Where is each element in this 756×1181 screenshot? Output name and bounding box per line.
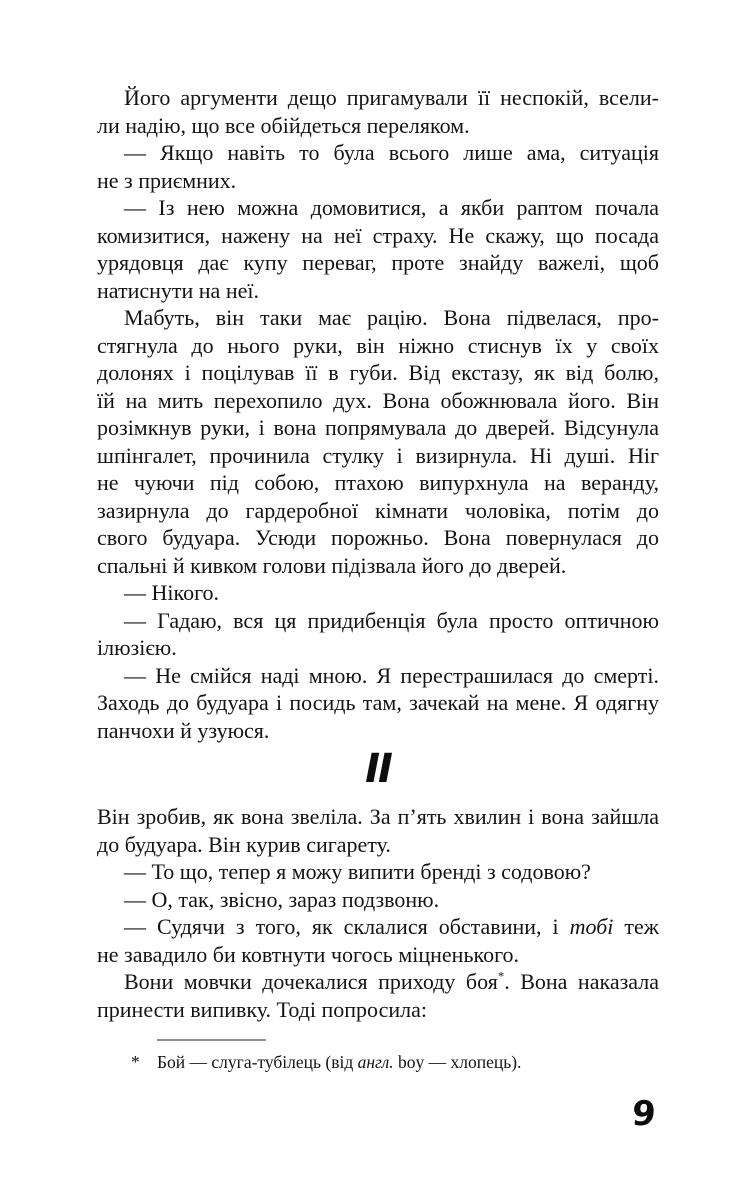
paragraph — [97, 84, 659, 139]
paragraphs-container — [97, 84, 659, 1023]
text-segment: Бой — слуга-тубілець (від — [157, 1052, 358, 1072]
text-line — [97, 662, 659, 690]
text-segment: спальні й кивком голови підізвала його до дверей. — [97, 552, 567, 578]
text-segment: — Із нею можна домовитися, а якби раптом почала — [124, 195, 659, 220]
text-line — [97, 886, 659, 914]
text-line — [97, 689, 659, 717]
paragraph — [97, 607, 659, 662]
text-segment: не чуючи під собою, птахою випурхнула на веранду, — [97, 470, 659, 495]
footnote — [97, 1050, 659, 1074]
text-segment: зазирнула до гардеробної кімнати чоловіка, потім до — [97, 497, 659, 523]
text-line — [97, 332, 659, 360]
text-segment: Мабуть, він таки має рацію. Вона підвелася, про- — [124, 305, 659, 330]
paragraph — [97, 913, 659, 968]
text-line — [97, 249, 659, 277]
text-segment: стягнула до нього руки, він ніжно стиснув їх у своїх — [97, 332, 659, 358]
text-line — [97, 524, 659, 552]
paragraph — [97, 139, 659, 194]
text-segment: їй на мить перехопило дух. Вона обожнювала його. Він — [97, 387, 659, 413]
text-segment: урядовця дає купу переваг, проте знайду важелі, щоб — [97, 250, 659, 275]
text-segment: натиснути на неї. — [97, 277, 259, 303]
text-line — [97, 552, 659, 580]
text-segment: Його аргументи дещо пригамували її неспокій, всели- — [124, 85, 659, 110]
text-line — [97, 968, 659, 996]
text-segment: ли надію, що все обійдеться переляком. — [97, 112, 470, 138]
italic-text: тобі — [569, 914, 614, 939]
text-line — [97, 304, 659, 332]
paragraph — [97, 858, 659, 886]
footnote-separator — [157, 1039, 266, 1041]
text-line — [97, 222, 659, 250]
paragraph — [97, 194, 659, 304]
text-line — [97, 414, 659, 442]
text-segment: теж — [613, 914, 659, 939]
text-segment: комизитися, нажену на неї страху. Не скажу, що посада — [97, 222, 659, 248]
text-line — [97, 194, 659, 222]
text-segment: до будуара. Він курив сигарету. — [97, 831, 391, 857]
section-heading: II — [365, 746, 391, 792]
text-line — [97, 387, 659, 415]
text-line — [97, 497, 659, 525]
text-segment: панчохи й узуюся. — [97, 717, 270, 743]
page-number: 9 — [630, 1094, 658, 1134]
text-line — [97, 913, 659, 941]
text-segment: розімкнув руки, і вона попрямувала до дверей. Відсунула — [97, 415, 659, 440]
text-segment: долонях і поцілував її в губи. Від екстазу, як від болю, — [97, 360, 659, 385]
text-segment: boy — хлопець). — [393, 1052, 522, 1072]
text-line — [97, 941, 659, 969]
text-segment: — Нікого. — [124, 580, 220, 605]
paragraph — [97, 304, 659, 579]
text-segment: — Гадаю, вся ця придибенція була просто оптичною — [124, 607, 659, 633]
text-segment: Заходь до будуара і посидь там, зачекай на мене. Я одягну — [97, 690, 659, 715]
text-segment: шпінгалет, прочинила стулку і визирнула. Ні душі. Ніг — [97, 442, 659, 468]
text-line — [97, 112, 659, 140]
text-segment: — Якщо навіть то була всього лише ама, ситуація — [124, 140, 659, 165]
text-segment: ілюзією. — [97, 635, 177, 660]
text-line — [97, 277, 659, 305]
paragraph — [97, 968, 659, 1023]
text-segment: не завадило би ковтнути чогось міцненького. — [97, 941, 520, 967]
text-line — [97, 469, 659, 497]
text-segment: — То що, тепер я можу випити бренді з содовою? — [124, 859, 591, 884]
footnote-marker: * — [131, 1052, 140, 1072]
text-line — [97, 996, 659, 1024]
text-line — [97, 84, 659, 112]
footnote-reference: * — [497, 969, 505, 984]
text-segment: — Судячи з того, як склалися обставини, і — [124, 914, 570, 939]
text-segment: . Вона наказала — [504, 969, 659, 994]
text-line — [97, 579, 659, 607]
text-segment: свого будуара. Усюди порожньо. Вона повернулася до — [97, 525, 659, 550]
text-line — [97, 803, 659, 831]
text-line — [97, 831, 659, 859]
text-line — [97, 607, 659, 635]
text-line — [97, 634, 659, 662]
paragraph — [97, 579, 659, 607]
paragraph — [97, 886, 659, 914]
text-line — [97, 359, 659, 387]
text-segment: — Не смійся наді мною. Я перестрашилася до смерті. — [124, 662, 659, 688]
text-segment: не з приємних. — [97, 167, 237, 193]
footnote-text — [157, 1050, 659, 1074]
text-block — [97, 84, 659, 1074]
text-segment: — О, так, звісно, зараз подзвоню. — [124, 886, 440, 912]
text-line — [97, 717, 659, 745]
italic-text: англ. — [357, 1052, 394, 1072]
text-segment: Вони мовчки дочекалися приходу боя — [124, 969, 498, 994]
paragraph — [97, 662, 659, 745]
text-segment: принести випивку. Тоді попросила: — [97, 996, 427, 1022]
text-segment: Він зробив, як вона звеліла. За п’ять хвилин і вона зайшла — [97, 804, 659, 829]
text-line — [97, 442, 659, 470]
text-line — [97, 167, 659, 195]
text-line — [97, 858, 659, 886]
text-line — [97, 139, 659, 167]
paragraph — [97, 803, 659, 858]
